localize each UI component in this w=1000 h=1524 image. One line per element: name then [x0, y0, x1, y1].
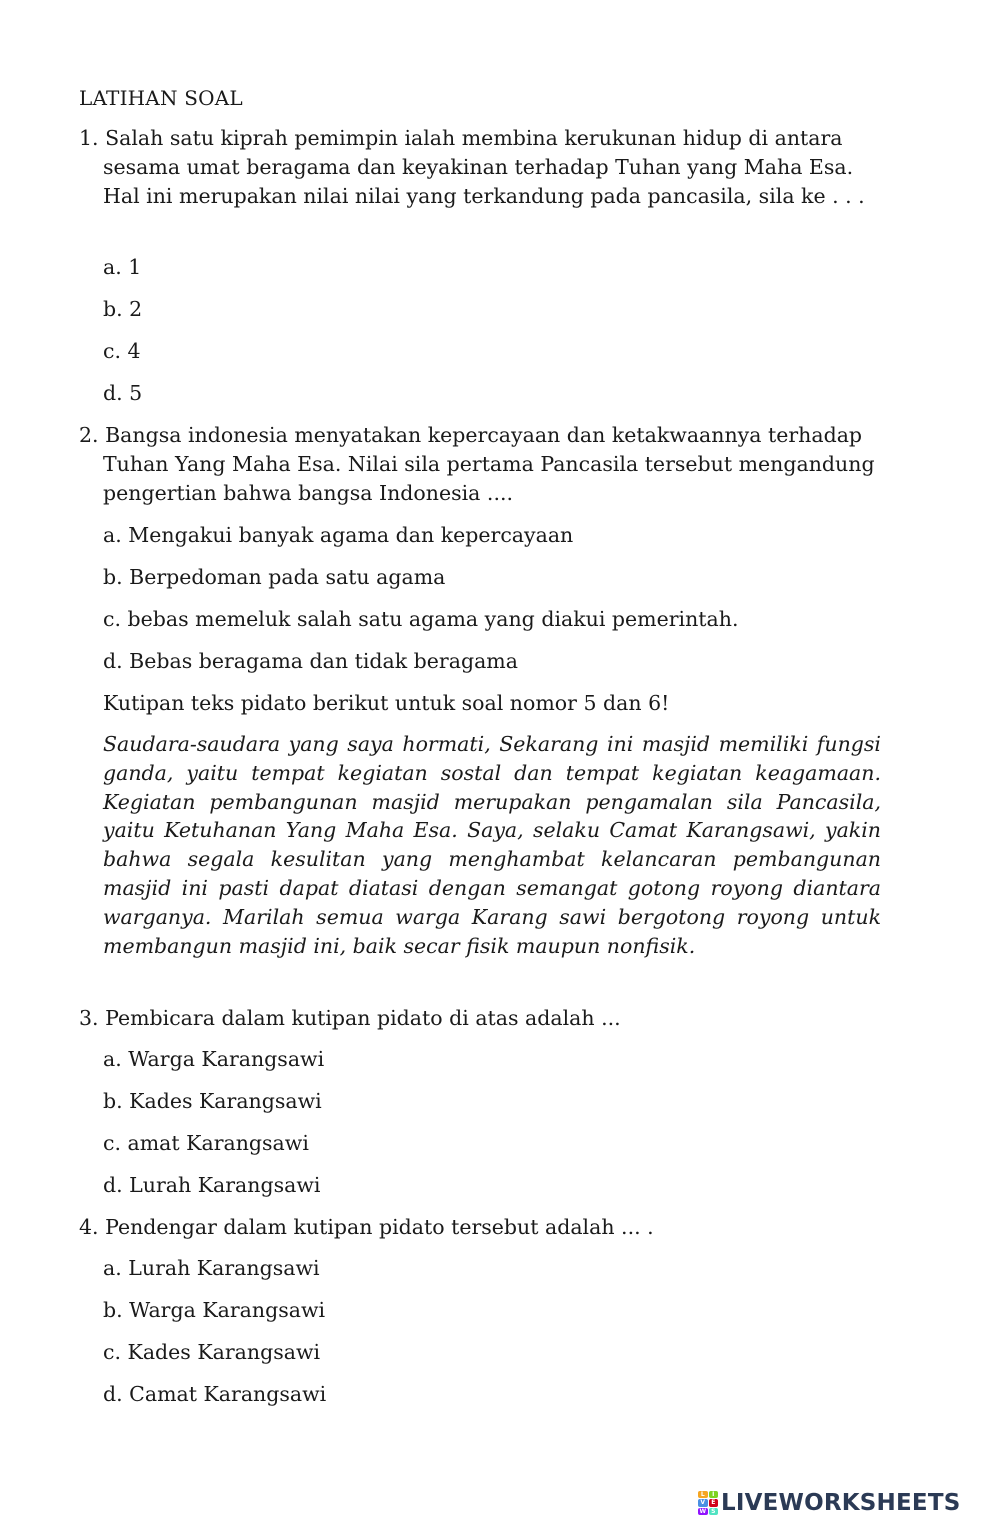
logo-block: L [698, 1491, 708, 1498]
logo-block: W [699, 1507, 707, 1515]
logo-block: S [709, 1508, 719, 1515]
q4-option-d[interactable]: d. Camat Karangsawi [103, 1382, 327, 1406]
q1-option-b[interactable]: b. 2 [103, 297, 143, 321]
q2-option-b[interactable]: b. Berpedoman pada satu agama [103, 565, 446, 589]
logo-text: LIVEWORKSHEETS [721, 1490, 961, 1516]
q4-option-a[interactable]: a. Lurah Karangsawi [103, 1256, 320, 1280]
logo-block: I [709, 1491, 719, 1498]
logo-block: V [698, 1499, 708, 1506]
q4-option-b[interactable]: b. Warga Karangsawi [103, 1298, 326, 1322]
q3-option-c[interactable]: c. amat Karangsawi [103, 1131, 309, 1155]
q2-option-d[interactable]: d. Bebas beragama dan tidak beragama [103, 649, 518, 673]
question-text: 1. Salah satu kiprah pemimpin ialah membina kerukunan hidup di antara sesama umat beragama dan keyakinan terhadap Tuhan yang Maha Esa. Hal ini merupakan nilai nilai yang terkandung pada pancasila, sila ke . . . [79, 126, 865, 208]
speech-passage: Saudara-saudara yang saya hormati, Sekarang ini masjid memiliki fungsi ganda, yaitu tempat kegiatan sostal dan tempat kegiatan keagamaan. Kegiatan pembangunan masjid merupakan pengamalan sila Pancasila, yaitu Ketuhanan Yang Maha Esa. Saya, selaku Camat Karangsawi, yakin bahwa segala kesulitan yang menghambat kelancaran pembangunan masjid ini pasti dapat diatasi dengan semangat gotong royong diantara warganya. Marilah semua warga Karang sawi bergotong royong untuk membangun masjid ini, baik secar fisik maupun nonfisik. [103, 732, 881, 958]
q1-option-c[interactable]: c. 4 [103, 339, 141, 363]
logo-block: E [709, 1499, 719, 1506]
worksheet-title: LATIHAN SOAL [79, 86, 243, 110]
q3-option-d[interactable]: d. Lurah Karangsawi [103, 1173, 321, 1197]
q3-option-b[interactable]: b. Kades Karangsawi [103, 1089, 322, 1113]
q1-option-d[interactable]: d. 5 [103, 381, 143, 405]
q3-option-a[interactable]: a. Warga Karangsawi [103, 1047, 325, 1071]
q4-option-c[interactable]: c. Kades Karangsawi [103, 1340, 321, 1364]
question-3 [79, 1004, 879, 1033]
passage-intro: Kutipan teks pidato berikut untuk soal nomor 5 dan 6! [103, 691, 670, 715]
question-1 [79, 124, 879, 211]
q1-option-a[interactable]: a. 1 [103, 255, 142, 279]
q2-option-c[interactable]: c. bebas memeluk salah satu agama yang diakui pemerintah. [103, 607, 739, 631]
question-4 [79, 1213, 879, 1242]
question-text: 2. Bangsa indonesia menyatakan kepercayaan dan ketakwaannya terhadap Tuhan Yang Maha Esa. Nilai sila pertama Pancasila tersebut mengandung pengertian bahwa bangsa Indonesia .... [79, 423, 875, 505]
liveworksheets-logo-icon [698, 1491, 718, 1515]
question-text: 3. Pembicara dalam kutipan pidato di atas adalah ... [79, 1006, 621, 1030]
question-text: 4. Pendengar dalam kutipan pidato tersebut adalah ... . [79, 1215, 654, 1239]
q2-option-a[interactable]: a. Mengakui banyak agama dan kepercayaan [103, 523, 574, 547]
question-2 [79, 421, 879, 508]
liveworksheets-logo [698, 1490, 960, 1516]
